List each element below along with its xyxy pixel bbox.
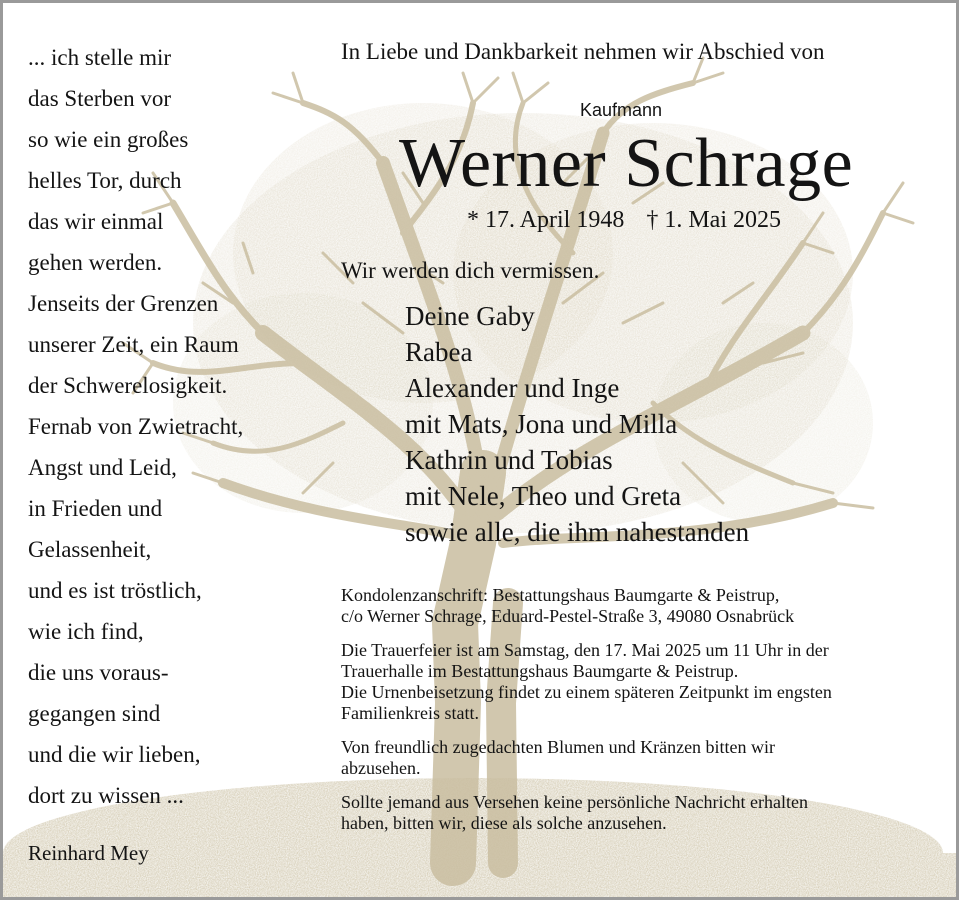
flowers-line: abzusehen. [341, 758, 421, 778]
deceased-name: Werner Schrage [399, 125, 854, 202]
poem-line: Angst und Leid, [28, 455, 177, 480]
poem-line: helles Tor, durch [28, 168, 182, 193]
family-member: mit Mats, Jona und Milla [405, 409, 678, 439]
poem-line: der Schwerelosigkeit. [28, 373, 228, 398]
personal-note [341, 792, 931, 834]
flowers-line: Von freundlich zugedachten Blumen und Kränzen bitten wir [341, 737, 776, 757]
family-member: mit Nele, Theo und Greta [405, 481, 682, 511]
poem-line: wie ich find, [28, 619, 144, 644]
poem-line: das wir einmal [28, 209, 164, 234]
family-member: sowie alle, die ihm nahestanden [405, 517, 750, 547]
ceremony-line: Familienkreis statt. [341, 703, 479, 723]
poem-line: unserer Zeit, ein Raum [28, 332, 239, 357]
intro-text: In Liebe und Dankbarkeit nehmen wir Abschied von [341, 39, 825, 64]
ceremony-info [341, 640, 931, 724]
poem-line: Fernab von Zwietracht, [28, 414, 244, 439]
notes-section [341, 585, 931, 847]
personal-line: haben, bitten wir, diese als solche anzusehen. [341, 813, 667, 833]
family-member: Deine Gaby [405, 301, 535, 331]
farewell-line: Wir werden dich vermissen. [341, 258, 600, 283]
personal-line: Sollte jemand aus Versehen keine persönliche Nachricht erhalten [341, 792, 808, 812]
poem-line: und es ist tröstlich, [28, 578, 202, 603]
occupation: Kaufmann [579, 100, 663, 120]
poem-author: Reinhard Mey [28, 841, 149, 865]
ceremony-line: Trauerhalle im Bestattungshaus Baumgarte & Peistrup. [341, 661, 739, 681]
poem-line: gehen werden. [28, 250, 163, 275]
ceremony-line: Die Urnenbeisetzung findet zu einem späteren Zeitpunkt im engsten [341, 682, 832, 702]
poem-line: in Frieden und [28, 496, 163, 521]
poem-line: gegangen sind [28, 701, 161, 726]
ceremony-line: Die Trauerfeier ist am Samstag, den 17. Mai 2025 um 11 Uhr in der [341, 640, 829, 660]
condolence-address [341, 585, 931, 627]
poem-line: ... ich stelle mir [28, 45, 172, 70]
death-date: † 1. Mai 2025 [646, 207, 782, 233]
family-member: Alexander und Inge [405, 373, 620, 403]
birth-date: * 17. April 1948 [467, 207, 625, 233]
poem [28, 37, 318, 816]
poem-line: und die wir lieben, [28, 742, 201, 767]
family-member: Rabea [405, 337, 473, 367]
poem-line: Gelassenheit, [28, 537, 152, 562]
family-list [405, 298, 749, 550]
flowers-note [341, 737, 931, 779]
poem-line: dort zu wissen ... [28, 783, 184, 808]
family-member: Kathrin und Tobias [405, 445, 613, 475]
poem-line: Jenseits der Grenzen [28, 291, 219, 316]
life-dates [467, 207, 803, 234]
poem-line: das Sterben vor [28, 86, 172, 111]
condolence-line: Kondolenzanschrift: Bestattungshaus Baumgarte & Peistrup, [341, 585, 780, 605]
poem-line: die uns voraus- [28, 660, 169, 685]
condolence-line: c/o Werner Schrage, Eduard-Pestel-Straße 3, 49080 Osnabrück [341, 606, 795, 626]
poem-line: so wie ein großes [28, 127, 189, 152]
